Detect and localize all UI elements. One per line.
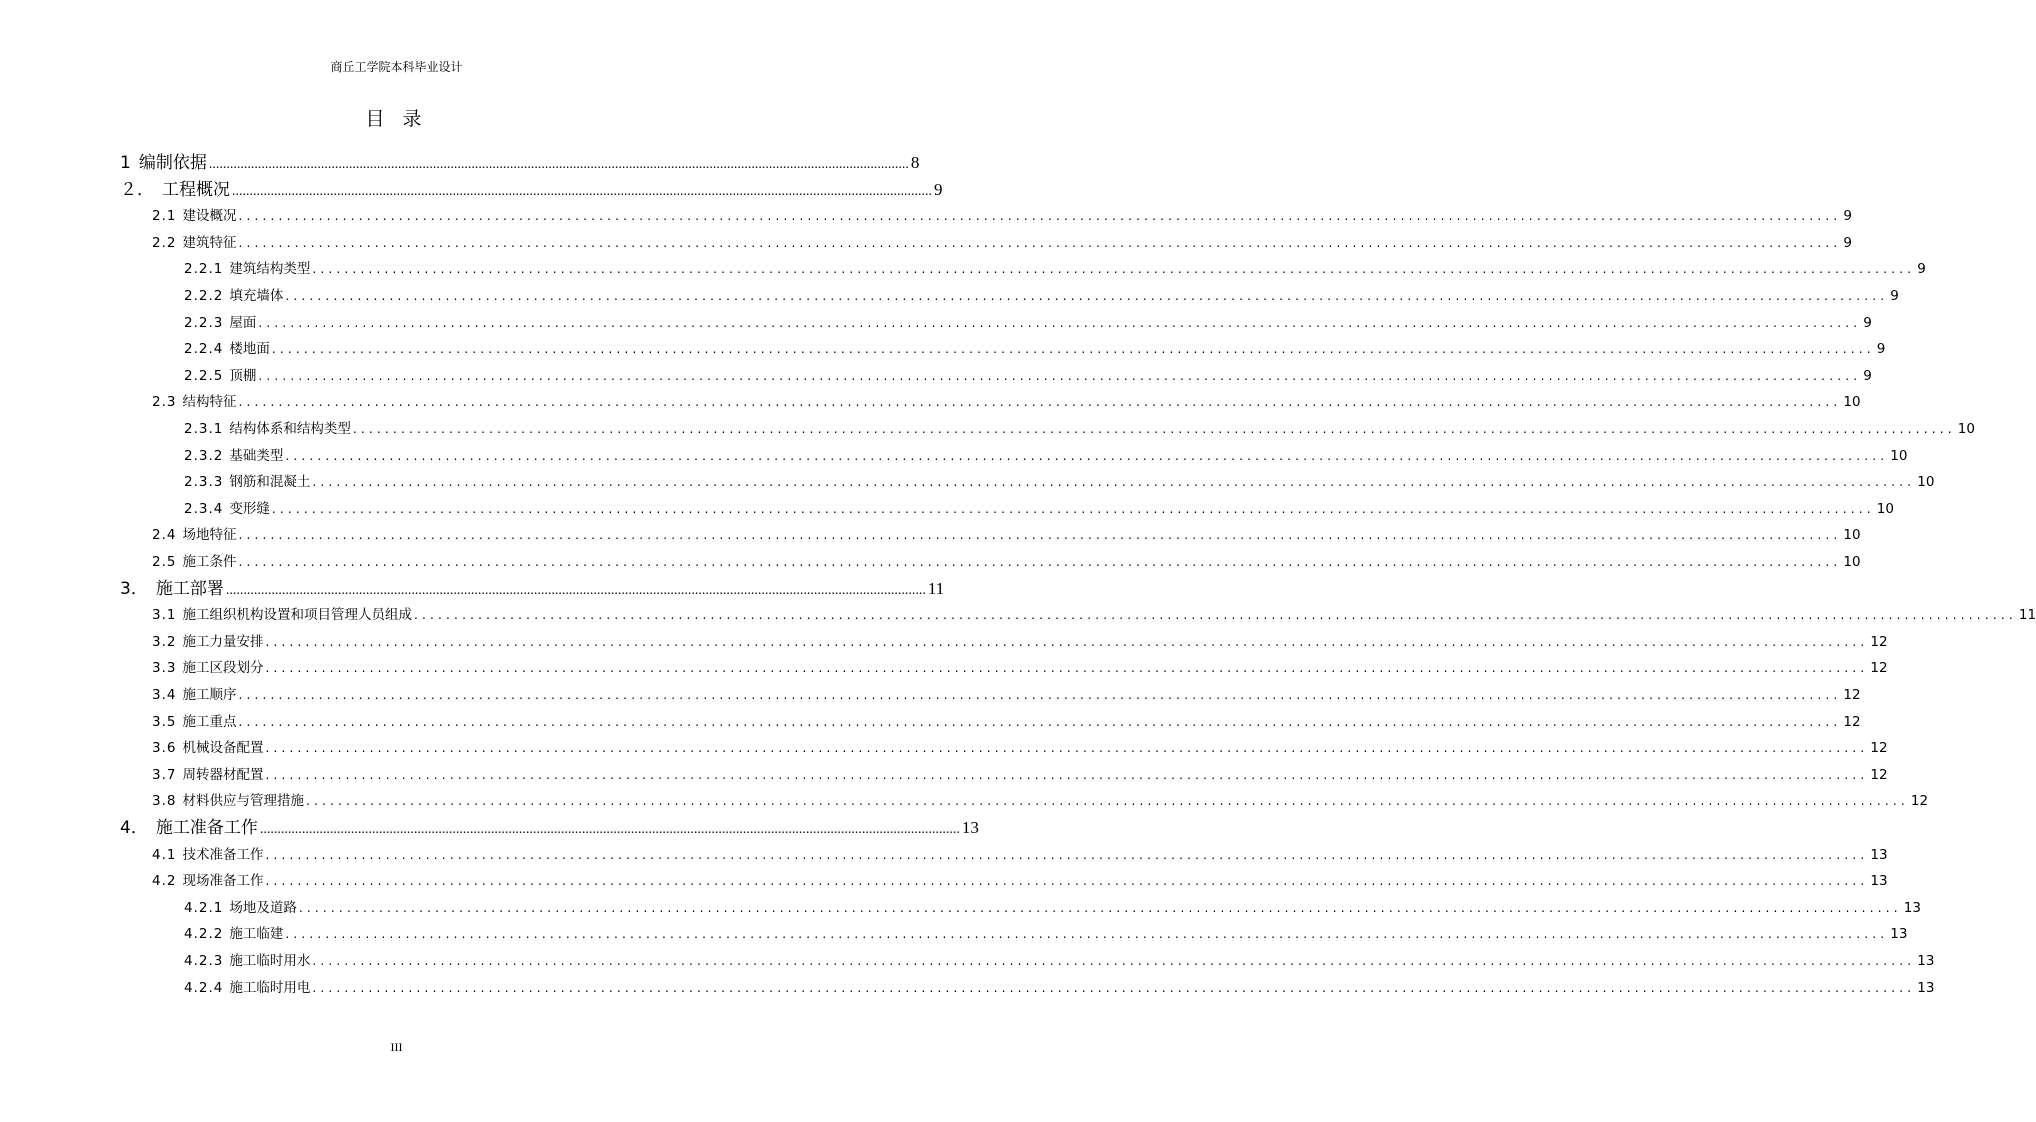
toc-page-number: 13 <box>1903 899 1921 916</box>
toc-dot-leader: ........................................................................................................................................................................................................ <box>285 927 1889 942</box>
toc-entry[interactable] <box>120 177 943 203</box>
toc-entry[interactable] <box>152 522 1861 548</box>
toc-entry-number: 2.3.2 <box>184 447 224 464</box>
toc-entry-label <box>184 283 283 309</box>
toc-entry-title: 材料供应与管理措施 <box>182 793 304 810</box>
toc-dot-leader: ........................................................................................................................................................................................................ <box>225 582 926 598</box>
toc-page-number: 10 <box>1890 447 1908 464</box>
toc-entry[interactable] <box>184 443 1908 469</box>
toc-entry-number: 1 <box>120 153 131 173</box>
toc-entry-label <box>120 815 258 841</box>
toc-dot-leader: ........................................................................................................................................................................................................ <box>305 794 1909 809</box>
toc-entry-label <box>152 735 263 761</box>
toc-entry-number: 3.3 <box>152 660 177 677</box>
toc-page-number: 12 <box>1870 740 1888 757</box>
toc-dot-leader: ........................................................................................................................................................................................................ <box>271 342 1875 357</box>
toc-dot-leader: ........................................................................................................................................................................................................ <box>232 183 932 199</box>
toc-entry-label <box>184 895 297 921</box>
toc-entry-label <box>152 762 263 788</box>
toc-entry-number: 3． <box>120 578 148 599</box>
toc-entry-label <box>184 443 283 469</box>
toc-dot-leader: ........................................................................................................................................................................................................ <box>208 157 909 172</box>
toc-entry[interactable] <box>184 975 1935 1001</box>
toc-dot-leader: ........................................................................................................................................................................................................ <box>258 368 1862 383</box>
toc-page-number: 9 <box>1863 367 1872 384</box>
toc-entry-number: 3.1 <box>152 607 177 624</box>
toc-dot-leader: ........................................................................................................................................................................................................ <box>352 422 1956 436</box>
toc-page-number: 12 <box>1843 687 1861 703</box>
toc-entry-label <box>152 682 236 708</box>
toc-page-number: 13 <box>1870 873 1888 890</box>
toc-dot-leader: ........................................................................................................................................................................................................ <box>265 634 1869 649</box>
toc-entry-label <box>152 522 236 548</box>
toc-entry[interactable] <box>152 842 1888 868</box>
toc-entry[interactable] <box>184 496 1894 522</box>
toc-entry-number: 4.2.3 <box>184 953 224 969</box>
toc-page-number: 9 <box>1917 261 1926 278</box>
toc-entry-title: 结构特征 <box>182 394 237 411</box>
page-number-footer: III <box>390 1040 403 1054</box>
toc-entry[interactable] <box>184 416 1975 442</box>
toc-entry-title: 顶棚 <box>229 367 257 384</box>
toc-page-number: 12 <box>1870 766 1888 783</box>
toc-entry-title: 技术准备工作 <box>182 846 264 863</box>
toc-entry-label <box>152 868 263 894</box>
toc-entry[interactable] <box>184 895 1921 921</box>
toc-entry-title: 变形缝 <box>229 500 270 517</box>
toc-entry[interactable] <box>184 310 1872 336</box>
toc-entry-number: 4． <box>120 818 148 838</box>
toc-page-number: 9 <box>1876 341 1886 358</box>
toc-entry[interactable] <box>152 788 1929 814</box>
toc-entry[interactable] <box>152 682 1861 708</box>
toc-entry-label <box>184 310 256 336</box>
toc-entry-label <box>152 629 263 655</box>
toc-entry-number: 3.4 <box>152 687 177 703</box>
toc-page-number: 9 <box>934 179 943 199</box>
toc-entry[interactable] <box>152 735 1888 761</box>
toc-entry[interactable] <box>152 868 1888 894</box>
toc-dot-leader: ........................................................................................................................................................................................................ <box>265 661 1869 676</box>
toc-entry-title: 钢筋和混凝土 <box>229 474 311 491</box>
toc-page-number: 13 <box>1917 979 1935 996</box>
toc-dot-leader: ........................................................................................................................................................................................................ <box>238 209 1842 224</box>
toc-page-number: 12 <box>1843 713 1861 730</box>
toc-page-number: 12 <box>1870 660 1888 677</box>
toc-entry-title: 屋面 <box>229 314 257 331</box>
toc-page-number: 10 <box>1957 421 1975 437</box>
toc-page-number: 12 <box>1870 633 1888 650</box>
toc-entry-label <box>120 576 224 602</box>
toc-entry-title: 编制依据 <box>138 153 207 173</box>
toc-entry-title: 施工顺序 <box>182 687 237 703</box>
toc-page-number: 11 <box>927 578 945 598</box>
toc-entry-number: 2.2.2 <box>184 288 224 304</box>
toc-entry-number: 3.6 <box>152 740 177 757</box>
toc-entry-number: 2.2 <box>152 234 177 251</box>
toc-entry-number: 2.2.5 <box>184 367 224 384</box>
toc-entry-label <box>120 177 230 203</box>
toc-dot-leader: ........................................................................................................................................................................................................ <box>258 315 1862 330</box>
toc-entry-title: 施工重点 <box>182 713 237 730</box>
toc-page-number: 13 <box>961 818 979 837</box>
toc-dot-leader: ........................................................................................................................................................................................................ <box>238 235 1842 250</box>
toc-page-number: 11 <box>2018 607 2036 624</box>
toc-entry-label <box>184 256 310 282</box>
toc-entry-number: 4.1 <box>152 846 177 863</box>
toc-entry[interactable] <box>184 256 1926 282</box>
toc-entry-title: 建筑结构类型 <box>229 261 311 278</box>
toc-dot-leader: ........................................................................................................................................................................................................ <box>285 289 1889 303</box>
toc-entry[interactable] <box>152 389 1861 415</box>
toc-entry-label <box>152 842 263 868</box>
toc-dot-leader: ........................................................................................................................................................................................................ <box>285 448 1889 463</box>
toc-dot-leader: ........................................................................................................................................................................................................ <box>265 767 1869 782</box>
toc-entry-title: 施工临时用电 <box>229 979 311 996</box>
toc-entry[interactable] <box>152 203 1852 229</box>
toc-entry-number: 2.2.1 <box>184 261 224 278</box>
toc-entry-number: 3.8 <box>152 793 177 810</box>
toc-entry-title: 建筑特征 <box>182 234 237 251</box>
toc-entry-number: 2.5 <box>152 554 177 570</box>
toc-page-number: 12 <box>1910 793 1929 810</box>
toc-dot-leader: ........................................................................................................................................................................................................ <box>265 741 1869 756</box>
toc-entry[interactable] <box>120 576 945 602</box>
toc-entry-title: 填充墙体 <box>229 288 284 304</box>
toc-entry-label <box>184 975 310 1001</box>
toc-entry-title: 结构体系和结构类型 <box>229 421 351 437</box>
toc-entry-label <box>120 150 207 176</box>
toc-entry[interactable] <box>152 549 1861 575</box>
toc-entry-title: 楼地面 <box>229 341 270 358</box>
toc-entry-label <box>152 230 236 256</box>
toc-entry-number: 2.2.3 <box>184 314 224 331</box>
toc-entry-label <box>152 389 236 415</box>
toc-entry-number: 2.3.1 <box>184 421 224 437</box>
toc-dot-leader: ........................................................................................................................................................................................................ <box>312 475 1916 490</box>
toc-entry-title: 施工条件 <box>182 554 237 570</box>
toc-entry-number: 3.2 <box>152 633 177 650</box>
toc-entry[interactable] <box>184 469 1935 495</box>
toc-entry-number: 4.2 <box>152 873 177 890</box>
toc-entry-title: 施工准备工作 <box>155 818 258 838</box>
toc-dot-leader: ........................................................................................................................................................................................................ <box>238 395 1842 410</box>
toc-page-number: 10 <box>1843 554 1861 570</box>
toc-entry-label <box>152 788 304 814</box>
toc-dot-leader: ........................................................................................................................................................................................................ <box>259 822 960 837</box>
toc-entry[interactable] <box>120 150 920 176</box>
toc-entry[interactable] <box>184 363 1872 389</box>
toc-page-number: 10 <box>1917 474 1935 491</box>
toc-page-number: 13 <box>1917 953 1935 969</box>
toc-dot-leader: ........................................................................................................................................................................................................ <box>238 688 1842 702</box>
toc-entry-number: ２． <box>120 179 154 200</box>
toc-entry-label <box>152 602 412 628</box>
toc-entry-number: 2.2.4 <box>184 341 224 358</box>
toc-entry-label <box>152 655 263 681</box>
toc-entry-label <box>184 496 270 522</box>
toc-entry-label <box>184 921 283 947</box>
toc-dot-leader: ........................................................................................................................................................................................................ <box>312 262 1916 277</box>
toc-entry-number: 4.2.1 <box>184 899 224 916</box>
toc-dot-leader: ........................................................................................................................................................................................................ <box>265 874 1869 889</box>
toc-entry-title: 施工部署 <box>155 578 224 599</box>
toc-page-number: 13 <box>1870 846 1888 863</box>
toc-entry-title: 建设概况 <box>182 208 237 225</box>
toc-dot-leader: ........................................................................................................................................................................................................ <box>312 954 1916 968</box>
toc-entry-number: 2.3.4 <box>184 500 224 517</box>
toc-entry-title: 基础类型 <box>229 447 284 464</box>
toc-dot-leader: ........................................................................................................................................................................................................ <box>238 528 1842 543</box>
toc-entry-title: 施工区段划分 <box>182 660 264 677</box>
toc-entry-title: 现场准备工作 <box>182 873 264 890</box>
toc-entry-label <box>184 336 270 362</box>
toc-entry-number: 2.4 <box>152 527 177 544</box>
toc-entry-title: 周转器材配置 <box>182 766 264 783</box>
page-title: 目 录 <box>365 108 428 130</box>
toc-dot-leader: ........................................................................................................................................................................................................ <box>238 714 1842 729</box>
toc-entry-title: 施工临建 <box>229 926 284 943</box>
toc-dot-leader: ........................................................................................................................................................................................................ <box>271 501 1875 516</box>
toc-entry-label <box>152 549 236 575</box>
toc-entry-title: 机械设备配置 <box>182 740 264 757</box>
toc-entry-number: 2.3 <box>152 394 177 411</box>
toc-dot-leader: ........................................................................................................................................................................................................ <box>298 900 1902 915</box>
toc-entry[interactable] <box>152 762 1888 788</box>
toc-entry-title: 施工临时用水 <box>229 953 311 969</box>
toc-entry[interactable] <box>184 283 1899 309</box>
toc-entry-label <box>184 469 310 495</box>
toc-entry-title: 场地及道路 <box>229 899 297 916</box>
toc-entry-number: 3.5 <box>152 713 177 730</box>
toc-entry[interactable] <box>152 709 1861 735</box>
toc-entry-title: 工程概况 <box>162 179 230 200</box>
toc-entry[interactable] <box>152 655 1888 681</box>
toc-entry[interactable] <box>152 629 1888 655</box>
toc-page-number: 10 <box>1843 527 1861 544</box>
toc-entry-label <box>184 416 351 442</box>
toc-dot-leader: ........................................................................................................................................................................................................ <box>238 555 1842 569</box>
toc-entry-number: 4.2.4 <box>184 979 224 996</box>
toc-page-number: 9 <box>1843 208 1852 225</box>
toc-entry[interactable] <box>120 815 979 841</box>
toc-dot-leader: ........................................................................................................................................................................................................ <box>265 847 1869 862</box>
toc-entry-number: 4.2.2 <box>184 926 224 943</box>
toc-entry-number: 2.3.3 <box>184 474 224 491</box>
toc-page-number: 9 <box>1863 314 1872 331</box>
toc-entry-label <box>152 709 236 735</box>
toc-page-number: 9 <box>1890 288 1899 304</box>
toc-entry-label <box>184 363 256 389</box>
toc-page-number: 9 <box>1843 234 1852 251</box>
toc-entry-title: 施工力量安排 <box>182 633 264 650</box>
toc-entry[interactable] <box>184 336 1886 362</box>
toc-entry[interactable] <box>184 948 1935 974</box>
toc-entry-title: 场地特征 <box>182 527 237 544</box>
toc-entry-title: 施工组织机构设置和项目管理人员组成 <box>182 607 412 624</box>
toc-entry-label <box>184 948 310 974</box>
toc-entry-number: 2.1 <box>152 208 177 225</box>
toc-entry[interactable] <box>152 602 2036 628</box>
toc-page-number: 13 <box>1890 926 1908 943</box>
toc-entry-number: 3.7 <box>152 766 177 783</box>
toc-entry-label <box>152 203 236 229</box>
toc-entry[interactable] <box>184 921 1908 947</box>
toc-entry[interactable] <box>152 230 1852 256</box>
page-header: 商丘工学院本科毕业设计 <box>330 60 463 74</box>
toc-page-number: 8 <box>910 153 920 172</box>
toc-dot-leader: ........................................................................................................................................................................................................ <box>413 608 2017 623</box>
toc-page-number: 10 <box>1876 500 1894 517</box>
toc-page-number: 10 <box>1843 394 1861 411</box>
toc-dot-leader: ........................................................................................................................................................................................................ <box>312 980 1916 995</box>
